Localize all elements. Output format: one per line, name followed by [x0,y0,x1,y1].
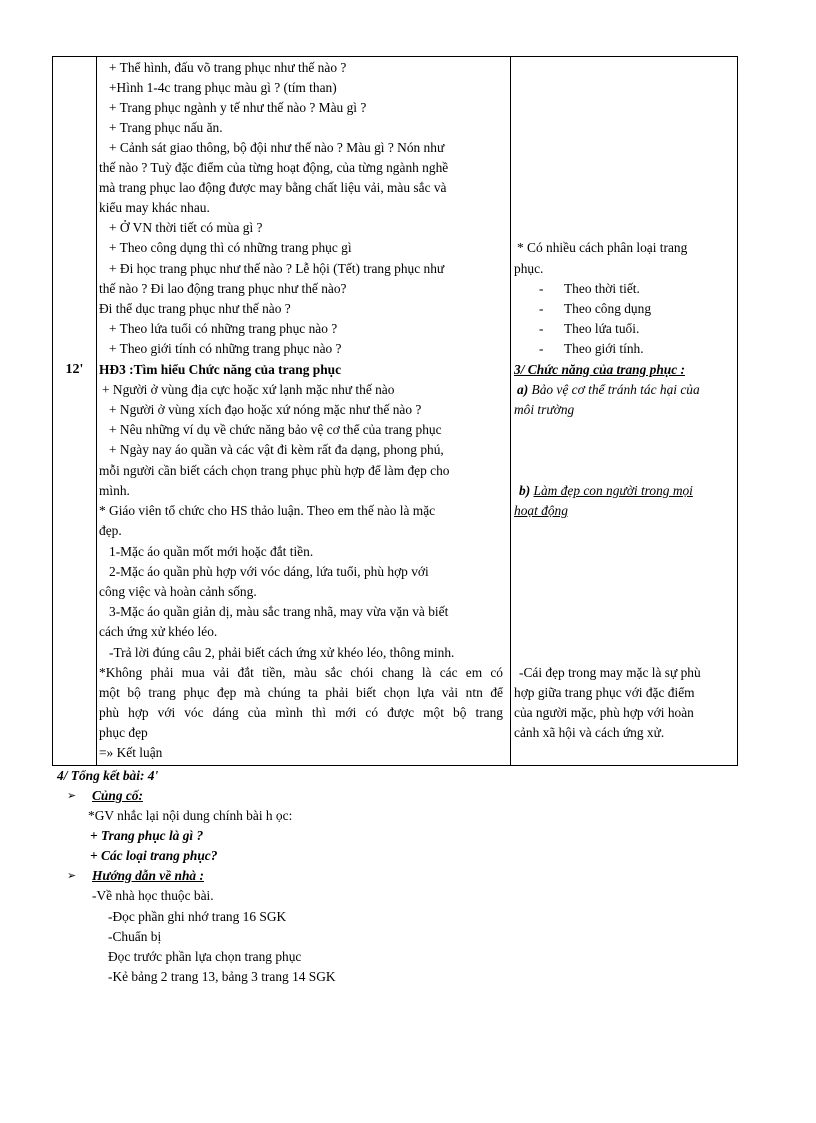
activity-line: phù hợp với vóc dáng của mình thì mới có được một bộ trang [99,705,503,720]
activity-heading-hd3: HĐ3 :Tìm hiểu Chức năng của trang phục [99,362,342,377]
activity-line: 3-Mặc áo quần giản dị, màu sắc trang nhã, may vừa vặn và biết [109,604,449,619]
activity-line: + Trang phục nấu ăn. [109,120,223,135]
summary-heading: 4/ Tổng kết bài: 4' [57,768,159,783]
activity-line: mà trang phục lao động được may bằng chất liệu vải, màu sắc và [99,180,447,195]
activity-line: + Theo giới tính có những trang phục nào ? [109,341,342,356]
point-a-text: môi trường [514,402,575,417]
activity-line: công việc và hoàn cảnh sống. [99,584,257,599]
activity-line: mình. [99,483,130,498]
homework-task: -Đọc phần ghi nhớ trang 16 SGK [108,909,287,924]
homework-heading: Hướng dẫn về nhà : [92,868,204,883]
activity-line: + Thể hình, đấu võ trang phục như thế nào ? [109,60,347,75]
activity-line: + Cảnh sát giao thông, bộ đội như thế nào ? Màu gì ? Nón như [109,140,445,155]
activity-line: Đi thể dục trang phục như thế nào ? [99,301,291,316]
activity-line: + Người ở vùng xích đạo hoặc xứ nóng mặc như thế nào ? [109,402,422,417]
activity-line: đẹp. [99,523,122,538]
consolidate-heading: Củng cố: [92,788,143,803]
classify-note: * Có nhiều cách phân loại trang [517,240,688,255]
column-divider-content [510,57,511,765]
classify-item: Theo lứa tuổi. [564,321,640,336]
classify-dash: - [539,341,544,356]
classify-dash: - [539,321,544,336]
homework-task: -Kẻ bảng 2 trang 13, bảng 3 trang 14 SGK [108,969,336,984]
classify-item: Theo thời tiết. [564,281,640,296]
activity-line: phục đẹp [99,725,148,740]
review-question: + Trang phục là gì ? [90,828,204,843]
classify-item: Theo công dụng [564,301,652,316]
activity-line: cách ứng xử khéo léo. [99,624,218,639]
activity-line-conclusion: =» Kết luận [99,745,163,760]
activity-line: + Ngày nay áo quần và các vật đi kèm rất đa dạng, phong phú, [109,442,444,457]
classify-dash: - [539,301,544,316]
homework-task: Đọc trước phần lựa chọn trang phục [108,949,302,964]
activity-line: + Theo công dụng thì có những trang phục gì [109,240,352,255]
function-title: 3/ Chức năng của trang phục : [514,362,685,377]
arrow-bullet-icon: ➢ [67,870,77,882]
activity-line: kiểu may khác nhau. [99,200,210,215]
activity-line: 1-Mặc áo quần mốt mới hoặc đắt tiền. [109,544,314,559]
activity-line: + Nêu những ví dụ về chức năng bảo vệ cơ thể của trang phục [109,422,442,437]
activity-line: thế nào ? Tuỳ đặc điểm của từng hoạt động, của từng ngành nghề [99,160,449,175]
activity-line: *Không phải mua vải đắt tiền, màu sắc chói chang là các em có [99,665,503,680]
beauty-note: cảnh xã hội và cách ứng xử. [514,725,665,740]
beauty-note: hợp giữa trang phục với đặc điểm [514,685,695,700]
beauty-note: của người mặc, phù hợp với hoàn [514,705,694,720]
activity-line: * Giáo viên tổ chức cho HS thảo luận. Theo em thế nào là mặc [99,503,436,518]
homework-task: -Chuẩn bị [108,929,162,944]
activity-line: một bộ trang phục đẹp mà chúng ta phải biết chọn lựa vải ntn để [99,685,503,700]
activity-line: +Hình 1-4c trang phục màu gì ? (tím than) [109,80,337,95]
time-cell: 12' [65,362,84,377]
review-question: + Các loại trang phục? [90,848,218,863]
activity-line: mỗi người cần biết cách chọn trang phục phù hợp để làm đẹp cho [99,463,450,478]
activity-line: -Trả lời đúng câu 2, phải biết cách ứng xử khéo léo, thông minh. [109,645,455,660]
lesson-table [52,56,738,766]
gv-recap: *GV nhắc lại nội dung chính bài h ọc: [88,808,293,823]
activity-line: 2-Mặc áo quần phù hợp với vóc dáng, lứa tuổi, phù hợp với [109,564,429,579]
classify-dash: - [539,281,544,296]
point-b-label: b) [519,483,531,498]
activity-line: + Theo lứa tuổi có những trang phục nào ? [109,321,338,336]
point-a-text: Bảo vệ cơ thể tránh tác hại của [531,382,700,397]
activity-line: thế nào ? Đi lao động trang phục như thế nào? [99,281,347,296]
activity-line: + Ở VN thời tiết có mùa gì ? [109,220,263,235]
activity-line: + Đi học trang phục như thế nào ? Lễ hội (Tết) trang phục như [109,261,445,276]
activity-line: + Người ở vùng địa cực hoặc xứ lạnh mặc như thế nào [102,382,395,397]
point-b-text: Làm đẹp con người trong mọi [533,483,693,498]
classify-note: phục. [514,261,544,276]
arrow-bullet-icon: ➢ [67,790,77,802]
activity-line: + Trang phục ngành y tế như thế nào ? Màu gì ? [109,100,367,115]
classify-item: Theo giới tính. [564,341,644,356]
point-a-label: a) [517,382,529,397]
column-divider-time [96,57,97,765]
homework-task: -Về nhà học thuộc bài. [92,888,214,903]
point-b-text: hoạt động [514,503,568,518]
beauty-note: -Cái đẹp trong may mặc là sự phù [519,665,701,680]
